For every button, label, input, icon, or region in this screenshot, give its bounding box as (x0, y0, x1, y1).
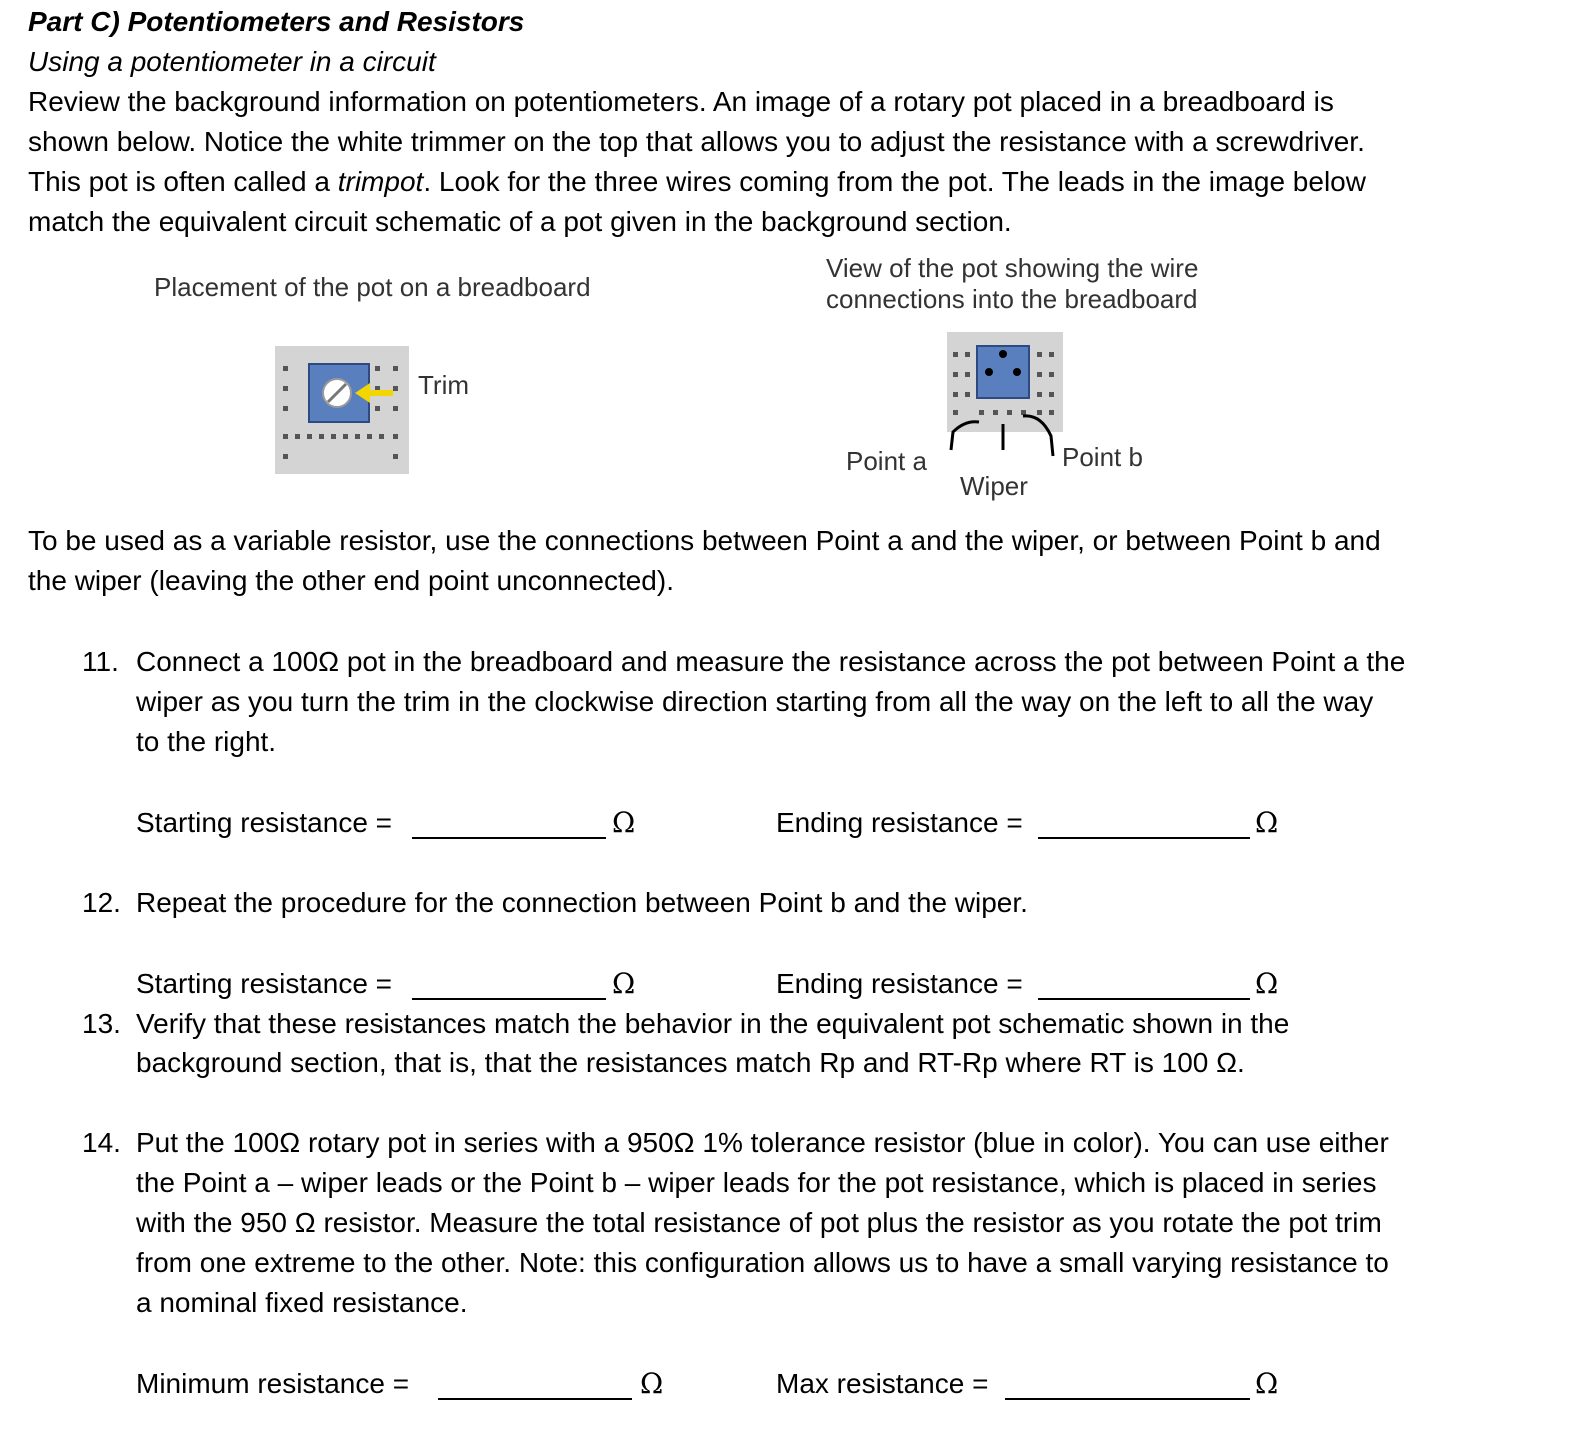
q14-max-resistance-label: Max resistance = (776, 1368, 989, 1399)
intro-line-2: shown below. Notice the white trimmer on the top that allows you to adjust the resistance with a screwdriver. (28, 126, 1365, 157)
item-13-line-2: background section, that is, that the resistances match Rp and RT-Rp where RT is 100 Ω. (136, 1047, 1245, 1078)
item-11-line-2: wiper as you turn the trim in the clockwise direction starting from all the way on the left to all the way (136, 686, 1374, 717)
item-14-line-5: a nominal fixed resistance. (136, 1287, 468, 1318)
item-14-number: 14. (82, 1127, 121, 1158)
pot-wire-image (945, 332, 1065, 462)
figure-left-caption: Placement of the pot on a breadboard (154, 272, 591, 302)
variable-note-line-2: the wiper (leaving the other end point unconnected). (28, 565, 674, 596)
q12-end-ohm-unit: Ω (1255, 967, 1279, 1000)
item-11-line-1: Connect a 100Ω pot in the breadboard and measure the resistance across the pot between Point a the (136, 646, 1406, 677)
item-14-line-3: with the 950 Ω resistor. Measure the total resistance of pot plus the resistor as you rotate the pot trim (136, 1207, 1382, 1238)
q12-ending-resistance-blank[interactable] (1038, 972, 1250, 1000)
section-subtitle: Using a potentiometer in a circuit (28, 46, 436, 77)
item-14-line-2: the Point a – wiper leads or the Point b – wiper leads for the pot resistance, which is placed in series (136, 1167, 1377, 1198)
trimpot-term: trimpot (337, 166, 424, 197)
intro-line-3: This pot is often called a trimpot. Look for the three wires coming from the pot. The leads in the image below (28, 166, 1366, 197)
q12-ending-resistance-label: Ending resistance = (776, 968, 1023, 999)
q11-start-ohm-unit: Ω (612, 806, 636, 839)
intro-line-4: match the equivalent circuit schematic of a pot given in the background section. (28, 206, 1012, 237)
q11-ending-resistance-blank[interactable] (1038, 811, 1250, 839)
item-12-line-1: Repeat the procedure for the connection between Point b and the wiper. (136, 887, 1028, 918)
variable-note-line-1: To be used as a variable resistor, use the connections between Point a and the wiper, or between Point b and (28, 525, 1381, 556)
intro-line-1: Review the background information on potentiometers. An image of a rotary pot placed in a breadboard is (28, 86, 1334, 117)
q12-start-ohm-unit: Ω (612, 967, 636, 1000)
figure-right-caption-2: connections into the breadboard (826, 284, 1198, 314)
breadboard-pot-image (275, 346, 415, 476)
q11-starting-resistance-label: Starting resistance = (136, 807, 393, 838)
point-b-label: Point b (1062, 442, 1143, 472)
point-a-label: Point a (846, 446, 927, 476)
item-13-line-1: Verify that these resistances match the behavior in the equivalent pot schematic shown in the (136, 1008, 1290, 1039)
item-13-number: 13. (82, 1008, 121, 1039)
q14-max-resistance-blank[interactable] (1005, 1372, 1250, 1400)
item-14-line-1: Put the 100Ω rotary pot in series with a 950Ω 1% tolerance resistor (blue in color). You can use either (136, 1127, 1389, 1158)
wiper-label: Wiper (960, 471, 1028, 501)
q14-max-ohm-unit: Ω (1255, 1367, 1279, 1400)
q14-minimum-resistance-label: Minimum resistance = (136, 1368, 410, 1399)
q12-starting-resistance-label: Starting resistance = (136, 968, 393, 999)
figure-right-caption-1: View of the pot showing the wire (826, 253, 1199, 283)
item-11-number: 11. (82, 646, 119, 677)
trim-label: Trim (418, 370, 470, 400)
item-14-line-4: from one extreme to the other. Note: this configuration allows us to have a small varying resistance to (136, 1247, 1389, 1278)
item-12-number: 12. (82, 887, 121, 918)
q12-starting-resistance-blank[interactable] (412, 972, 606, 1000)
q14-min-ohm-unit: Ω (640, 1367, 664, 1400)
item-11-line-3: to the right. (136, 726, 277, 757)
q14-minimum-resistance-blank[interactable] (438, 1372, 632, 1400)
q11-starting-resistance-blank[interactable] (412, 811, 606, 839)
q11-ending-resistance-label: Ending resistance = (776, 807, 1023, 838)
q11-end-ohm-unit: Ω (1255, 806, 1279, 839)
part-title: Part C) Potentiometers and Resistors (28, 6, 525, 37)
